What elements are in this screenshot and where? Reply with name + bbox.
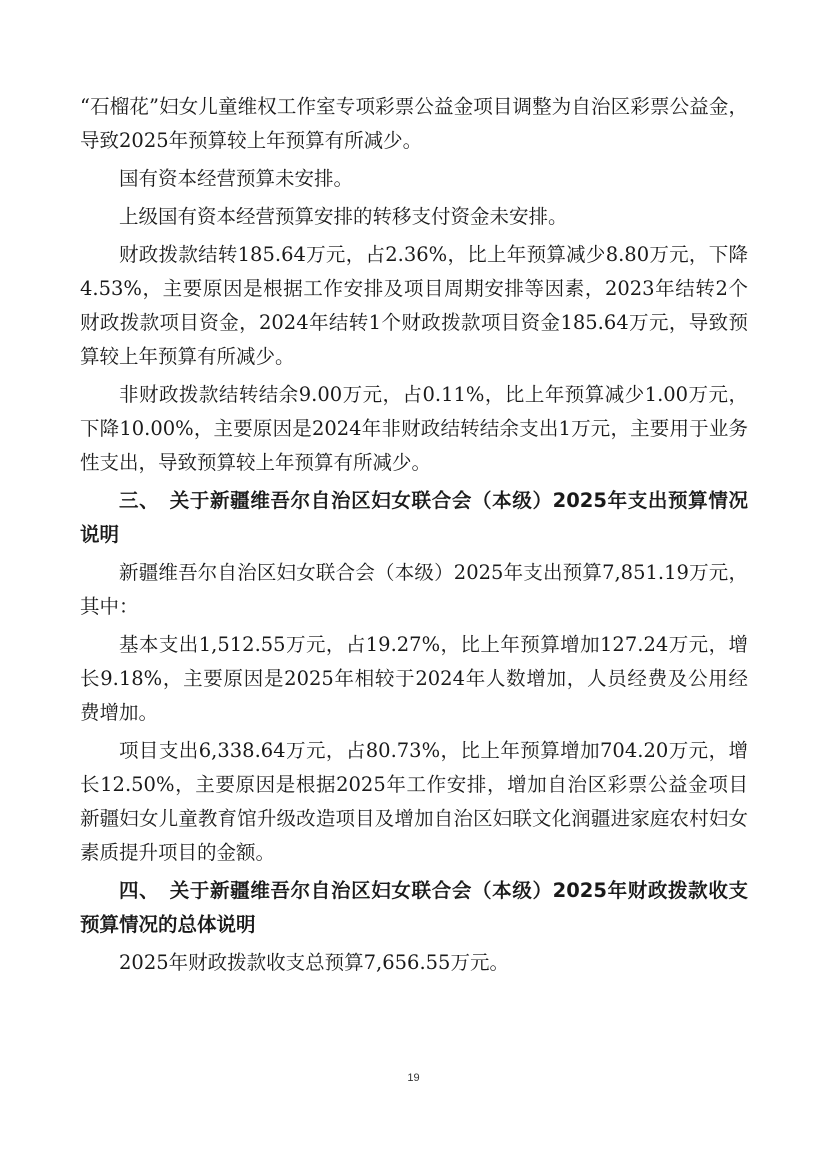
document-page bbox=[80, 90, 748, 980]
section-heading: 三、 关于新疆维吾尔自治区妇女联合会（本级）2025年支出预算情况说明 bbox=[80, 489, 748, 546]
body-paragraph: 上级国有资本经营预算安排的转移支付资金未安排。 bbox=[119, 205, 568, 228]
body-paragraph: 基本支出1,512.55万元，占19.27%，比上年预算增加127.24万元，增长9.18%，主要原因是2025年相较于2024年人数增加，人员经费及公用经费增加。 bbox=[80, 633, 748, 724]
section-heading: 四、 关于新疆维吾尔自治区妇女联合会（本级）2025年财政拨款收支预算情况的总体说明 bbox=[80, 879, 748, 936]
body-paragraph: 非财政拨款结转结余9.00万元，占0.11%，比上年预算减少1.00万元，下降10.00%，主要原因是2024年非财政结转结余支出1万元，主要用于业务性支出，导致预算较上年预算有所减少。 bbox=[80, 383, 748, 474]
body-paragraph: 新疆维吾尔自治区妇女联合会（本级）2025年支出预算7,851.19万元，其中： bbox=[80, 561, 748, 618]
body-paragraph: 财政拨款结转185.64万元，占2.36%，比上年预算减少8.80万元，下降4.53%，主要原因是根据工作安排及项目周期安排等因素，2023年结转2个财政拨款项目资金，2024年结转1个财政拨款项目资金185.64万元，导致预算较上年预算有所减少。 bbox=[80, 243, 748, 368]
page-number: 19 bbox=[407, 1072, 420, 1084]
body-paragraph: 国有资本经营预算未安排。 bbox=[119, 167, 354, 190]
body-paragraph: 项目支出6,338.64万元，占80.73%，比上年预算增加704.20万元，增长12.50%，主要原因是根据2025年工作安排，增加自治区彩票公益金项目新疆妇女儿童教育馆升级改造项目及增加自治区妇联文化润疆进家庭农村妇女素质提升项目的金额。 bbox=[80, 739, 748, 864]
body-paragraph: 2025年财政拨款收支总预算7,656.55万元。 bbox=[119, 951, 509, 974]
body-paragraph: “石榴花”妇女儿童维权工作室专项彩票公益金项目调整为自治区彩票公益金，导致2025年预算较上年预算有所减少。 bbox=[80, 95, 748, 152]
